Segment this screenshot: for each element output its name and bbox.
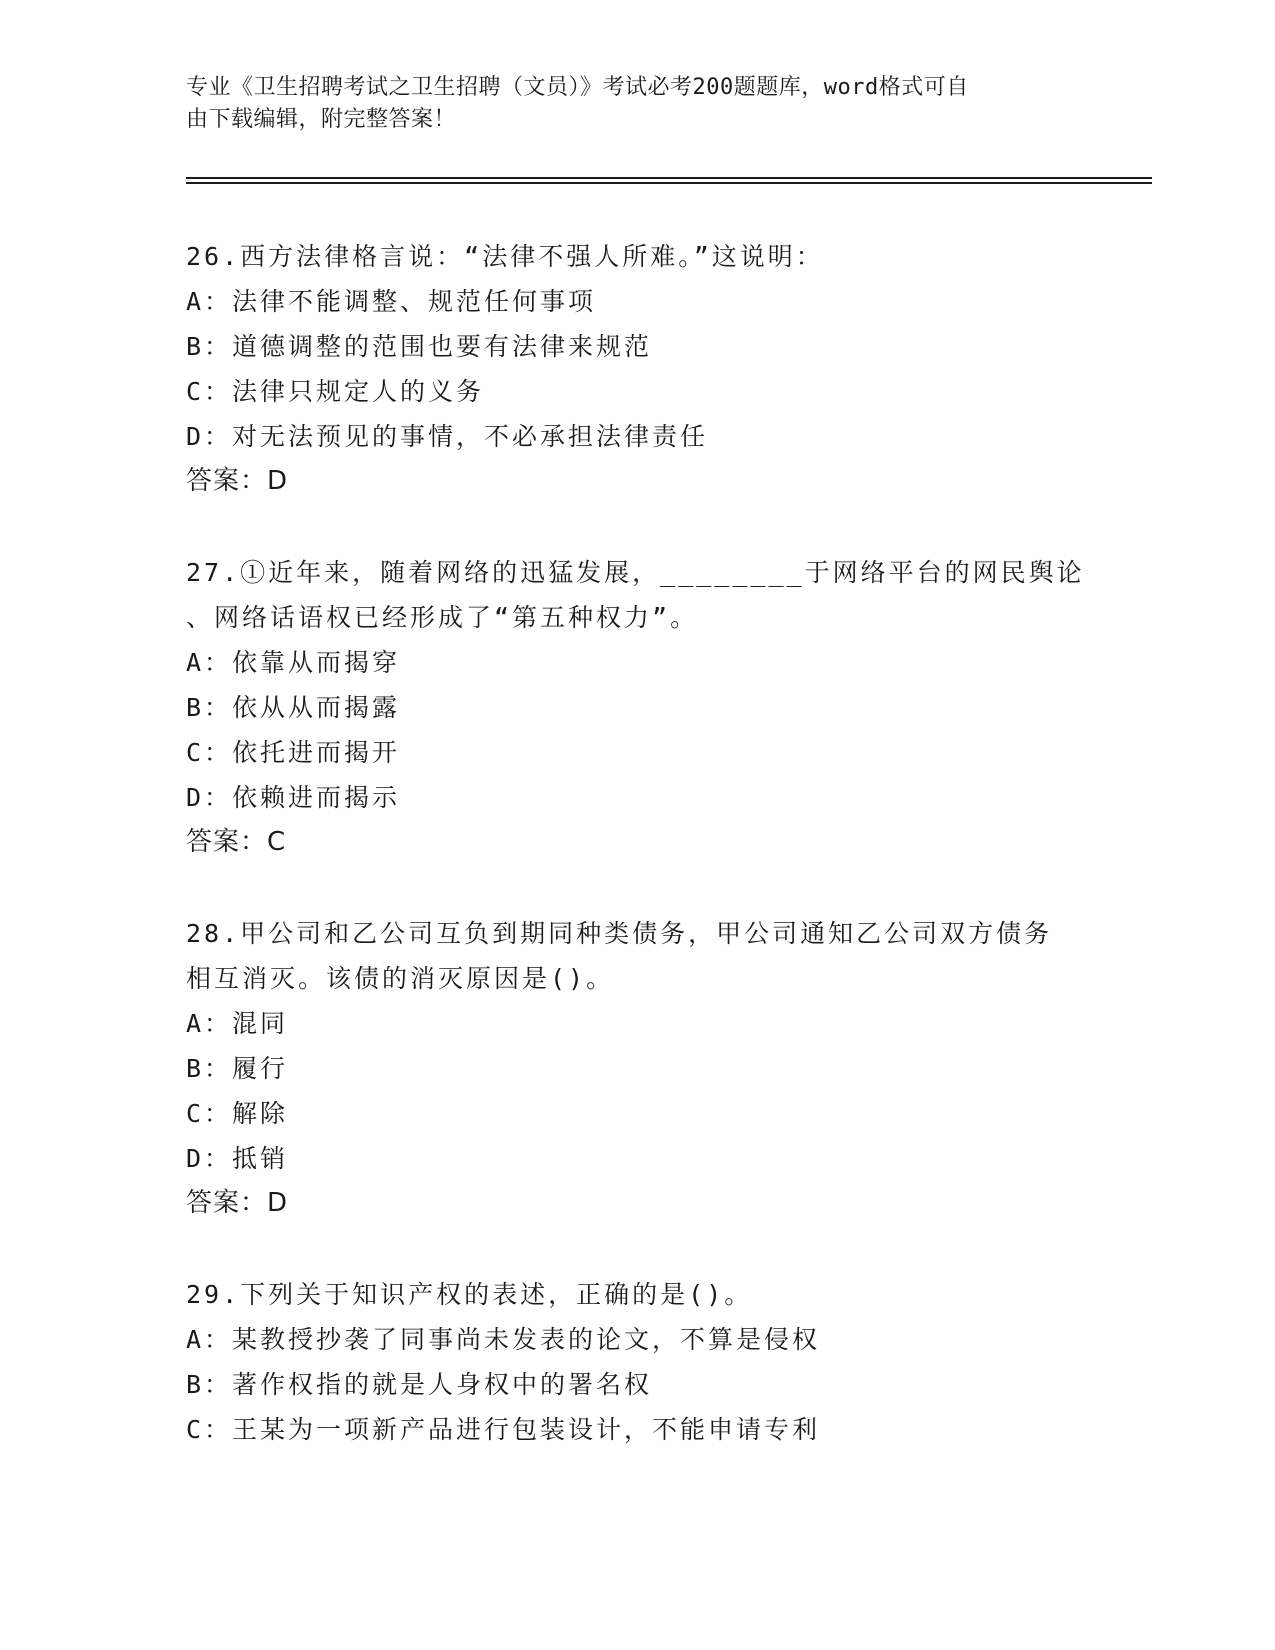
header-line-1: 专业《卫生招聘考试之卫生招聘（文员）》考试必考200题题库，word格式可自 xyxy=(186,75,969,100)
question-stem: 26.西方法律格言说：“法律不强人所难。”这说明： xyxy=(186,242,824,271)
option-a: A：依靠从而揭穿 xyxy=(186,648,401,677)
option-d: D：对无法预见的事情，不必承担法律责任 xyxy=(186,422,709,451)
question-28 xyxy=(186,911,1086,1226)
option-c: C：依托进而揭开 xyxy=(186,738,401,767)
option-c: C：王某为一项新产品进行包装设计，不能申请专利 xyxy=(186,1415,821,1444)
question-stem: 28.甲公司和乙公司互负到期同种类债务，甲公司通知乙公司双方债务 xyxy=(186,919,1053,948)
option-b: B：依从从而揭露 xyxy=(186,693,401,722)
question-stem: 29.下列关于知识产权的表述，正确的是()。 xyxy=(186,1280,753,1309)
option-d: D：抵销 xyxy=(186,1144,289,1173)
option-b: B：道德调整的范围也要有法律来规范 xyxy=(186,332,653,361)
question-27 xyxy=(186,550,1086,865)
option-b: B：履行 xyxy=(186,1054,289,1083)
option-a: A：法律不能调整、规范任何事项 xyxy=(186,287,597,316)
question-list xyxy=(186,234,1086,1498)
header-divider-top xyxy=(186,177,1152,179)
answer-line: 答案：C xyxy=(186,827,287,857)
option-d: D：依赖进而揭示 xyxy=(186,783,401,812)
answer-line: 答案：D xyxy=(186,1188,289,1218)
option-c: C：解除 xyxy=(186,1099,289,1128)
option-a: A：混同 xyxy=(186,1009,289,1038)
option-a: A：某教授抄袭了同事尚未发表的论文，不算是侵权 xyxy=(186,1325,821,1354)
header-divider-bottom xyxy=(186,182,1152,184)
option-c: C：法律只规定人的义务 xyxy=(186,377,485,406)
question-stem-continued: 、网络话语权已经形成了“第五种权力”。 xyxy=(186,603,699,632)
document-header xyxy=(186,72,1066,136)
option-b: B：著作权指的就是人身权中的署名权 xyxy=(186,1370,653,1399)
header-line-2: 由下载编辑，附完整答案！ xyxy=(186,107,457,132)
question-stem-continued: 相互消灭。该债的消灭原因是()。 xyxy=(186,964,615,993)
answer-line: 答案：D xyxy=(186,466,289,496)
question-26 xyxy=(186,234,1086,504)
question-29 xyxy=(186,1272,1086,1452)
question-stem: 27.①近年来，随着网络的迅猛发展，________于网络平台的网民舆论 xyxy=(186,558,1085,587)
